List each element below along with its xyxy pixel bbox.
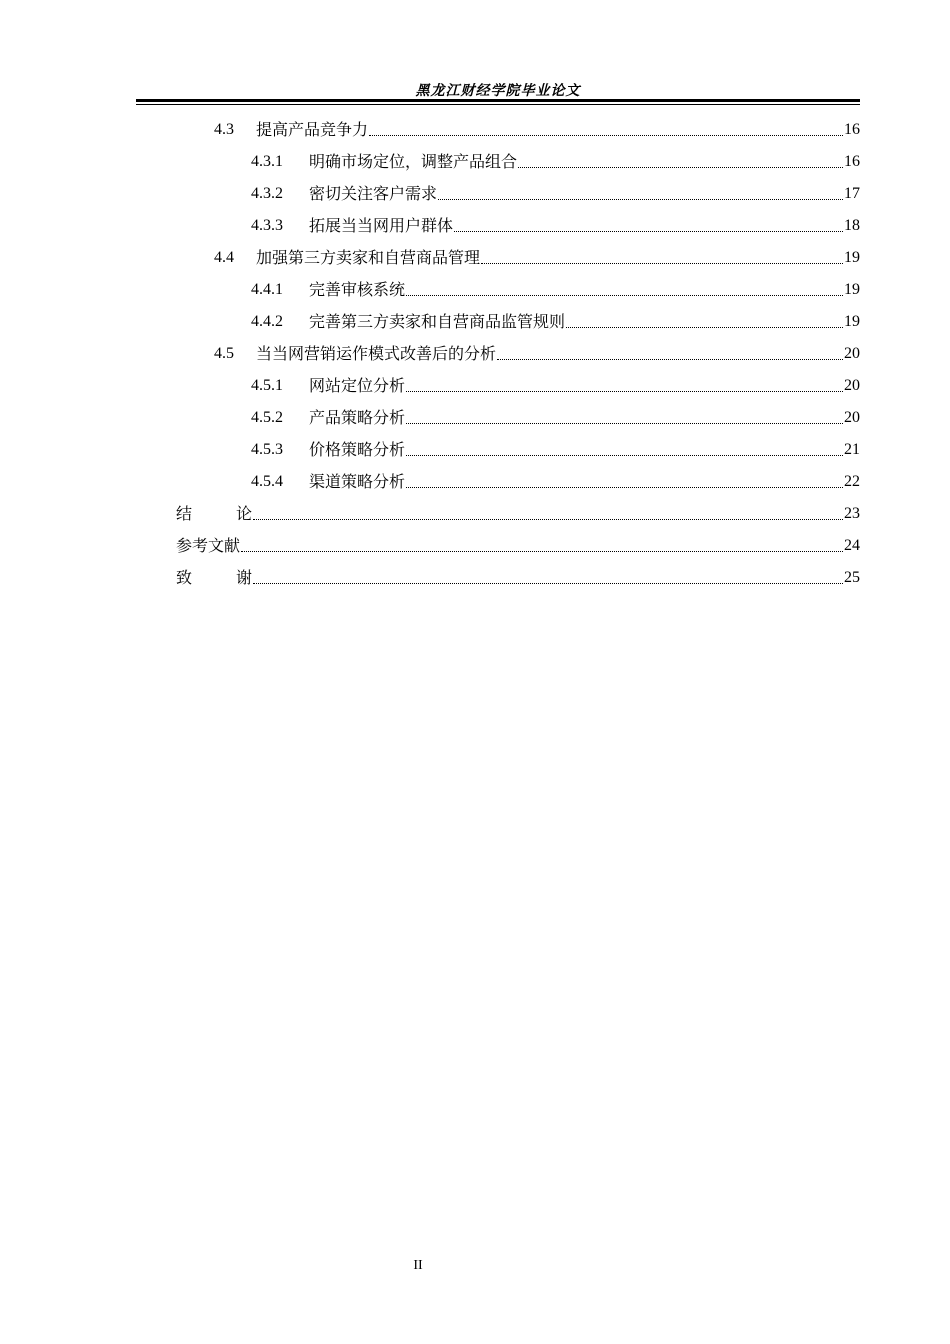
toc-entry-acknowledgements[interactable] bbox=[176, 562, 860, 594]
toc-entry-4-4-2[interactable] bbox=[251, 306, 860, 338]
toc-entry-title: 渠道策略分析 bbox=[309, 472, 406, 491]
toc-entry-number: 4.4 bbox=[214, 249, 234, 266]
toc-entry-title: 网站定位分析 bbox=[309, 376, 406, 395]
toc-dot-leader bbox=[369, 135, 843, 136]
toc-entry-number: 4.3.3 bbox=[251, 217, 283, 234]
toc-entry-page: 16 bbox=[844, 121, 860, 138]
toc-entry-title: 密切关注客户需求 bbox=[309, 184, 438, 203]
toc-entry-page: 20 bbox=[844, 345, 860, 362]
toc-entry-4-5-2[interactable] bbox=[251, 402, 860, 434]
toc-entry-page: 21 bbox=[844, 441, 860, 458]
toc-dot-leader bbox=[253, 519, 843, 520]
toc-entry-page: 19 bbox=[844, 281, 860, 298]
toc-entry-number: 4.4.1 bbox=[251, 281, 283, 298]
toc-entry-number: 4.4.2 bbox=[251, 313, 283, 330]
toc-entry-number: 4.3 bbox=[214, 121, 234, 138]
toc-dot-leader bbox=[566, 327, 843, 328]
toc-entry-number: 4.5.4 bbox=[251, 473, 283, 490]
toc-entry-4-4[interactable] bbox=[214, 242, 860, 274]
toc-entry-page: 22 bbox=[844, 473, 860, 490]
toc-entry-conclusion[interactable] bbox=[176, 498, 860, 530]
toc-entry-number: 4.5.3 bbox=[251, 441, 283, 458]
toc-entry-page: 25 bbox=[844, 569, 860, 586]
toc-entry-number: 4.3.2 bbox=[251, 185, 283, 202]
toc-entry-4-5-1[interactable] bbox=[251, 370, 860, 402]
toc-dot-leader bbox=[406, 455, 843, 456]
toc-entry-references[interactable] bbox=[176, 530, 860, 562]
toc-entry-page: 23 bbox=[844, 505, 860, 522]
toc-entry-page: 18 bbox=[844, 217, 860, 234]
toc-entry-page: 20 bbox=[844, 377, 860, 394]
toc-entry-title: 提高产品竞争力 bbox=[256, 120, 369, 139]
toc-entry-4-3-3[interactable] bbox=[251, 210, 860, 242]
toc-dot-leader bbox=[406, 391, 843, 392]
toc-dot-leader bbox=[406, 423, 843, 424]
toc-dot-leader bbox=[454, 231, 843, 232]
toc-entry-number: 4.3.1 bbox=[251, 153, 283, 170]
toc-entry-page: 19 bbox=[844, 249, 860, 266]
toc-entry-page: 20 bbox=[844, 409, 860, 426]
toc-entry-number: 4.5.1 bbox=[251, 377, 283, 394]
toc-entry-title: 参考文献 bbox=[176, 536, 241, 555]
toc-entry-4-3-2[interactable] bbox=[251, 178, 860, 210]
toc-entry-title: 当当网营销运作模式改善后的分析 bbox=[256, 344, 497, 363]
toc-entry-title: 拓展当当网用户群体 bbox=[309, 216, 454, 235]
toc-dot-leader bbox=[518, 167, 843, 168]
toc-entry-4-4-1[interactable] bbox=[251, 274, 860, 306]
toc-entry-title: 价格策略分析 bbox=[309, 440, 406, 459]
header-rule-thin bbox=[136, 104, 860, 105]
toc-entry-4-3-1[interactable] bbox=[251, 146, 860, 178]
toc-dot-leader bbox=[438, 199, 843, 200]
toc-dot-leader bbox=[497, 359, 843, 360]
toc-entry-number: 4.5.2 bbox=[251, 409, 283, 426]
toc-entry-title: 完善审核系统 bbox=[309, 280, 406, 299]
header-rule-thick bbox=[136, 99, 860, 102]
toc-entry-title: 明确市场定位，调整产品组合 bbox=[309, 152, 518, 171]
toc-dot-leader bbox=[406, 295, 843, 296]
toc-entry-number: 4.5 bbox=[214, 345, 234, 362]
toc-entry-title: 加强第三方卖家和自营商品管理 bbox=[256, 248, 481, 267]
toc-entry-title: 完善第三方卖家和自营商品监管规则 bbox=[309, 312, 566, 331]
toc-dot-leader bbox=[253, 583, 843, 584]
toc-entry-page: 16 bbox=[844, 153, 860, 170]
toc-entry-4-5[interactable] bbox=[214, 338, 860, 370]
toc-entry-title: 结 论 bbox=[176, 504, 252, 523]
page-number: II bbox=[413, 1258, 423, 1273]
toc-entry-4-5-4[interactable] bbox=[251, 466, 860, 498]
toc-entry-page: 24 bbox=[844, 537, 860, 554]
toc-entry-title: 产品策略分析 bbox=[309, 408, 406, 427]
toc-entry-page: 19 bbox=[844, 313, 860, 330]
toc-dot-leader bbox=[241, 551, 843, 552]
toc-dot-leader bbox=[481, 263, 843, 264]
toc-entry-page: 17 bbox=[844, 185, 860, 202]
running-header-title: 黑龙江财经学院毕业论文 bbox=[415, 83, 581, 99]
toc-entry-4-5-3[interactable] bbox=[251, 434, 860, 466]
toc-dot-leader bbox=[406, 487, 843, 488]
toc-entry-title: 致 谢 bbox=[176, 568, 252, 587]
toc-entry-4-3[interactable] bbox=[214, 114, 860, 146]
